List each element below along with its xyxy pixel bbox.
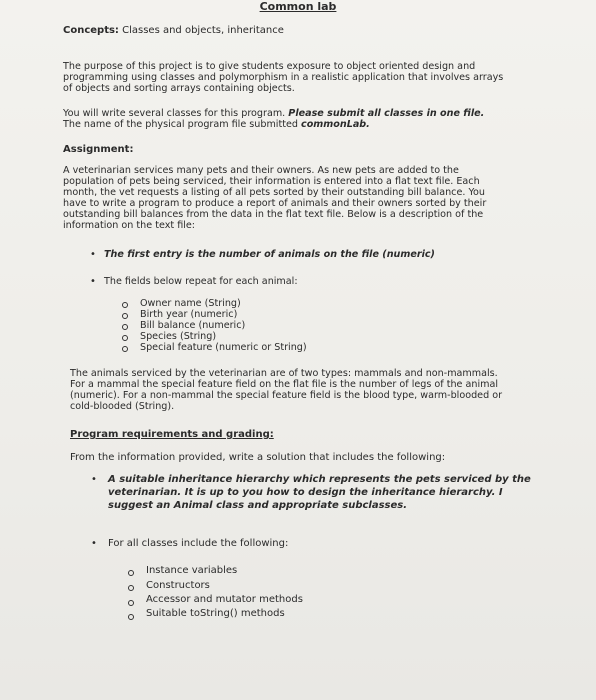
assignment-line-1: A veterinarian services many pets and their owners. As new pets are added to the [63,165,459,176]
sub-bullet-icon [128,585,134,591]
submit-line-2-plain: The name of the physical program file submitted [63,119,302,130]
submit-line-1-bold: Please submit all classes in one file. [288,108,485,119]
bullet-fields-repeat: The fields below repeat for each animal: [104,276,298,287]
class-item: Constructors [146,580,210,591]
assignment-heading: Assignment: [63,144,134,155]
assignment-line-6: information on the text file: [63,220,196,231]
assignment-line-5: outstanding bill balances from the data in the flat text file. Below is a description of the [63,209,484,220]
animals-line-1: The animals serviced by the veterinarian are of two types: mammals and non-mammals. [70,368,498,379]
animals-line-4: cold-blooded (String). [70,401,175,412]
submit-line-1 [63,108,484,120]
field-item: Species (String) [140,331,217,342]
page-title: Common lab [259,0,337,13]
animals-line-3: (numeric). For a non-mammal the special feature field is the blood type, warm-blooded or [70,390,503,401]
field-item: Bill balance (numeric) [140,320,246,331]
concepts-label: Concepts: [63,25,119,36]
sub-bullet-icon [122,313,128,319]
submit-line-1-plain: You will write several classes for this program. [63,108,289,119]
bullet-dot: • [90,249,96,260]
sub-bullet-icon [122,302,128,308]
sub-bullet-icon [128,614,134,620]
sub-bullet-icon [122,335,128,341]
bullet-first-entry: The first entry is the number of animals on the file (numeric) [104,249,435,260]
field-item: Special feature (numeric or String) [140,342,307,353]
bullet-dot: • [91,538,97,549]
submit-line-2 [63,119,370,131]
hierarchy-line-3: suggest an Animal class and appropriate subclasses. [108,500,408,511]
sub-bullet-icon [128,570,134,576]
classes-bullet: For all classes include the following: [108,538,289,549]
animals-line-2: For a mammal the special feature field on the flat file is the number of legs of the animal [70,379,499,390]
submit-line-2-bold: commonLab. [301,119,370,130]
bullet-dot: • [91,474,97,485]
bullet-dot: • [90,276,96,287]
sub-bullet-icon [122,324,128,330]
field-item: Birth year (numeric) [140,309,238,320]
class-item: Instance variables [146,565,238,576]
hierarchy-line-2: veterinarian. It is up to you how to design the inheritance hierarchy. I [108,487,503,498]
sub-bullet-icon [122,346,128,352]
assignment-line-3: month, the vet requests a listing of all pets sorted by their outstanding bill balance. You [63,187,485,198]
class-item: Suitable toString() methods [146,608,285,619]
concepts-line [63,25,284,37]
concepts-text: Classes and objects, inheritance [118,25,284,36]
requirements-intro: From the information provided, write a solution that includes the following: [70,452,446,463]
assignment-line-4: have to write a program to produce a report of animals and their owners sorted by their [63,198,487,209]
purpose-line-1: The purpose of this project is to give students exposure to object oriented design and [63,61,476,72]
class-item: Accessor and mutator methods [146,594,303,605]
field-item: Owner name (String) [140,298,241,309]
assignment-line-2: population of pets being serviced, their information is entered into a flat text file. Each [63,176,480,187]
sub-bullet-icon [128,600,134,606]
requirements-heading: Program requirements and grading: [70,429,274,440]
purpose-line-3: of objects and sorting arrays containing objects. [63,83,295,94]
hierarchy-line-1: A suitable inheritance hierarchy which represents the pets serviced by the [108,474,531,485]
purpose-line-2: programming using classes and polymorphism in a realistic application that involves arrays [63,72,504,83]
